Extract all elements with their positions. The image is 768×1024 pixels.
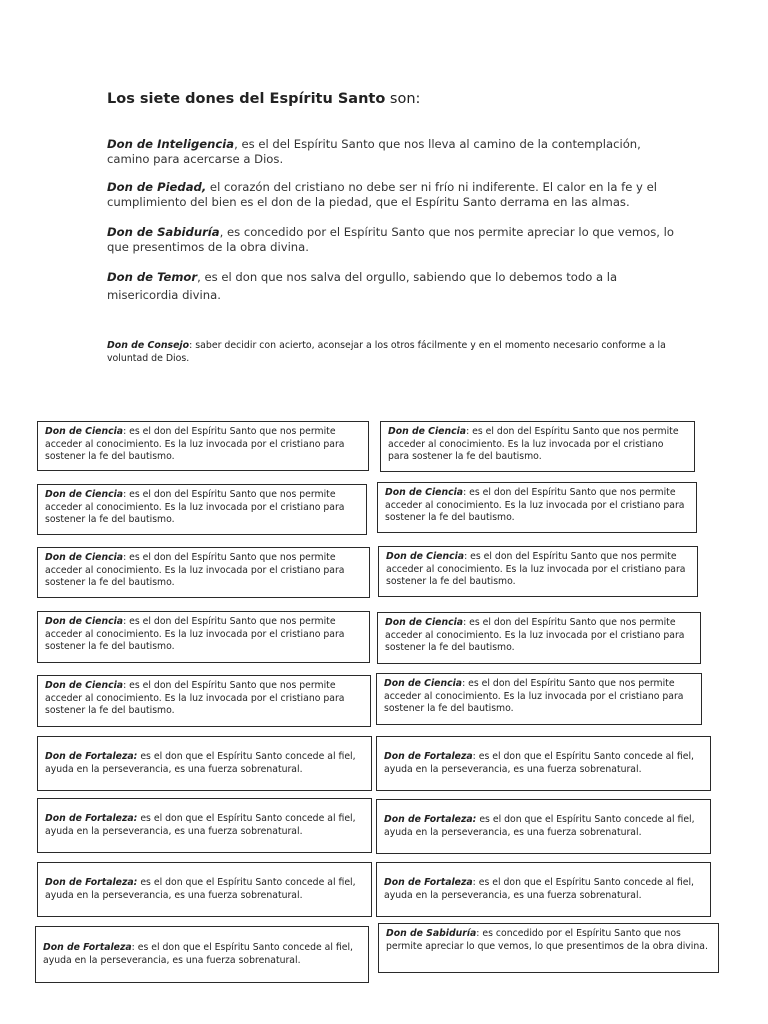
- definition: es el don que el Espíritu Santo concede al fiel, ayuda en la perseverancia, es una fuerza sobrenatural.: [45, 750, 356, 775]
- term: Don de Ciencia: [45, 426, 124, 437]
- definition: es el don que el Espíritu Santo concede al fiel, ayuda en la perseverancia, es una fuerza sobrenatural.: [45, 876, 356, 901]
- definition: , es el del Espíritu Santo que nos lleva al camino de la contemplación, camino para acercarse a Dios.: [107, 137, 641, 166]
- card-fortaleza-6: [376, 862, 711, 917]
- card-ciencia-8: [377, 612, 701, 664]
- card-ciencia-4: [377, 482, 697, 533]
- term: Don de Ciencia: [386, 551, 465, 562]
- card-ciencia-1: [37, 421, 369, 471]
- paragraph-temor: [107, 268, 682, 304]
- definition: es el don que el Espíritu Santo concede al fiel, ayuda en la perseverancia, es una fuerza sobrenatural.: [45, 812, 356, 837]
- card-fortaleza-4: [376, 799, 711, 854]
- card-ciencia-5: [37, 547, 370, 598]
- card-fortaleza-5: [37, 862, 372, 917]
- definition: : es el don del Espíritu Santo que nos permite acceder al conocimiento. Es la luz invocada por el cristiano para sostener la fe del bautismo.: [45, 616, 345, 653]
- card-ciencia-7: [37, 611, 370, 663]
- card-sabiduria: [378, 923, 719, 973]
- paragraph-inteligencia: [107, 137, 682, 166]
- card-fortaleza-1: [37, 736, 372, 791]
- term: Don de Fortaleza:: [45, 876, 138, 888]
- term: Don de Piedad,: [107, 180, 207, 194]
- page-title-bold: Los siete dones del Espíritu Santo: [107, 91, 386, 107]
- definition: : es el don del Espíritu Santo que nos permite acceder al conocimiento. Es la luz invocada por el cristiano para sostener la fe del bautismo.: [45, 552, 345, 589]
- definition: , es el don que nos salva del orgullo, sabiendo que lo debemos todo a la misericordia divina.: [107, 270, 618, 302]
- paragraph-consejo: [107, 340, 667, 365]
- definition: : es el don del Espíritu Santo que nos permite acceder al conocimiento. Es la luz invocada por el cristiano para sostener la fe del bautismo.: [386, 551, 686, 588]
- definition: : es el don del Espíritu Santo que nos permite acceder al conocimiento. Es la luz invocada por el cristiano para sostener la fe del bautismo.: [384, 678, 684, 715]
- definition: : es el don que el Espíritu Santo concede al fiel, ayuda en la perseverancia, es una fuerza sobrenatural.: [384, 876, 695, 901]
- term: Don de Sabiduría: [107, 225, 220, 239]
- definition: : es el don que el Espíritu Santo concede al fiel, ayuda en la perseverancia, es una fuerza sobrenatural.: [384, 750, 695, 775]
- term: Don de Ciencia: [45, 552, 124, 563]
- term: Don de Ciencia: [45, 489, 124, 500]
- definition: : es el don del Espíritu Santo que nos permite acceder al conocimiento. Es la luz invocada por el cristiano para sostener la fe del bautismo.: [388, 426, 679, 463]
- definition: : es el don que el Espíritu Santo concede al fiel, ayuda en la perseverancia, es una fuerza sobrenatural.: [43, 941, 354, 966]
- term: Don de Fortaleza: [384, 876, 473, 888]
- card-fortaleza-2: [376, 736, 711, 791]
- term: Don de Fortaleza: [384, 750, 473, 762]
- page-title: [107, 91, 420, 107]
- definition: es el don que el Espíritu Santo concede al fiel, ayuda en la perseverancia, es una fuerza sobrenatural.: [384, 813, 695, 838]
- term: Don de Ciencia: [45, 616, 124, 627]
- card-fortaleza-3: [37, 798, 372, 853]
- term: Don de Temor: [107, 270, 198, 284]
- term: Don de Ciencia: [384, 678, 463, 689]
- definition: el corazón del cristiano no debe ser ni frío ni indiferente. El calor en la fe y el cumplimiento del bien es el don de la piedad, que el Espíritu Santo derrama en las almas.: [107, 180, 657, 209]
- definition: : es el don del Espíritu Santo que nos permite acceder al conocimiento. Es la luz invocada por el cristiano para sostener la fe del bautismo.: [45, 489, 345, 526]
- term: Don de Fortaleza:: [384, 813, 477, 825]
- term: Don de Sabiduría: [386, 928, 477, 939]
- card-ciencia-9: [37, 675, 371, 727]
- definition: : es el don del Espíritu Santo que nos permite acceder al conocimiento. Es la luz invocada por el cristiano para sostener la fe del bautismo.: [385, 487, 685, 524]
- card-fortaleza-7: [35, 926, 369, 983]
- term: Don de Ciencia: [388, 426, 467, 437]
- page-title-rest: son:: [385, 91, 421, 107]
- definition: , es concedido por el Espíritu Santo que nos permite apreciar lo que vemos, lo que presentimos de la obra divina.: [107, 225, 674, 254]
- term: Don de Fortaleza:: [45, 812, 138, 824]
- card-ciencia-3: [37, 484, 367, 535]
- card-ciencia-2: [380, 421, 695, 472]
- definition: : es concedido por el Espíritu Santo que nos permite apreciar lo que vemos, lo que presentimos de la obra divina.: [386, 928, 708, 952]
- term: Don de Fortaleza: [43, 941, 132, 953]
- term: Don de Ciencia: [385, 487, 464, 498]
- definition: : es el don del Espíritu Santo que nos permite acceder al conocimiento. Es la luz invocada por el cristiano para sostener la fe del bautismo.: [45, 680, 345, 717]
- term: Don de Fortaleza:: [45, 750, 138, 762]
- paragraph-piedad: [107, 180, 682, 209]
- term: Don de Ciencia: [385, 617, 464, 628]
- term: Don de Consejo: [107, 340, 190, 351]
- card-ciencia-10: [376, 673, 702, 725]
- definition: : es el don del Espíritu Santo que nos permite acceder al conocimiento. Es la luz invocada por el cristiano para sostener la fe del bautismo.: [385, 617, 685, 654]
- definition: : es el don del Espíritu Santo que nos permite acceder al conocimiento. Es la luz invocada por el cristiano para sostener la fe del bautismo.: [45, 426, 345, 463]
- paragraph-sabiduria: [107, 225, 682, 254]
- term: Don de Ciencia: [45, 680, 124, 691]
- definition: : saber decidir con acierto, aconsejar a los otros fácilmente y en el momento necesario conforme a la voluntad de Dios.: [107, 340, 666, 364]
- term: Don de Inteligencia: [107, 137, 235, 151]
- card-ciencia-6: [378, 546, 698, 597]
